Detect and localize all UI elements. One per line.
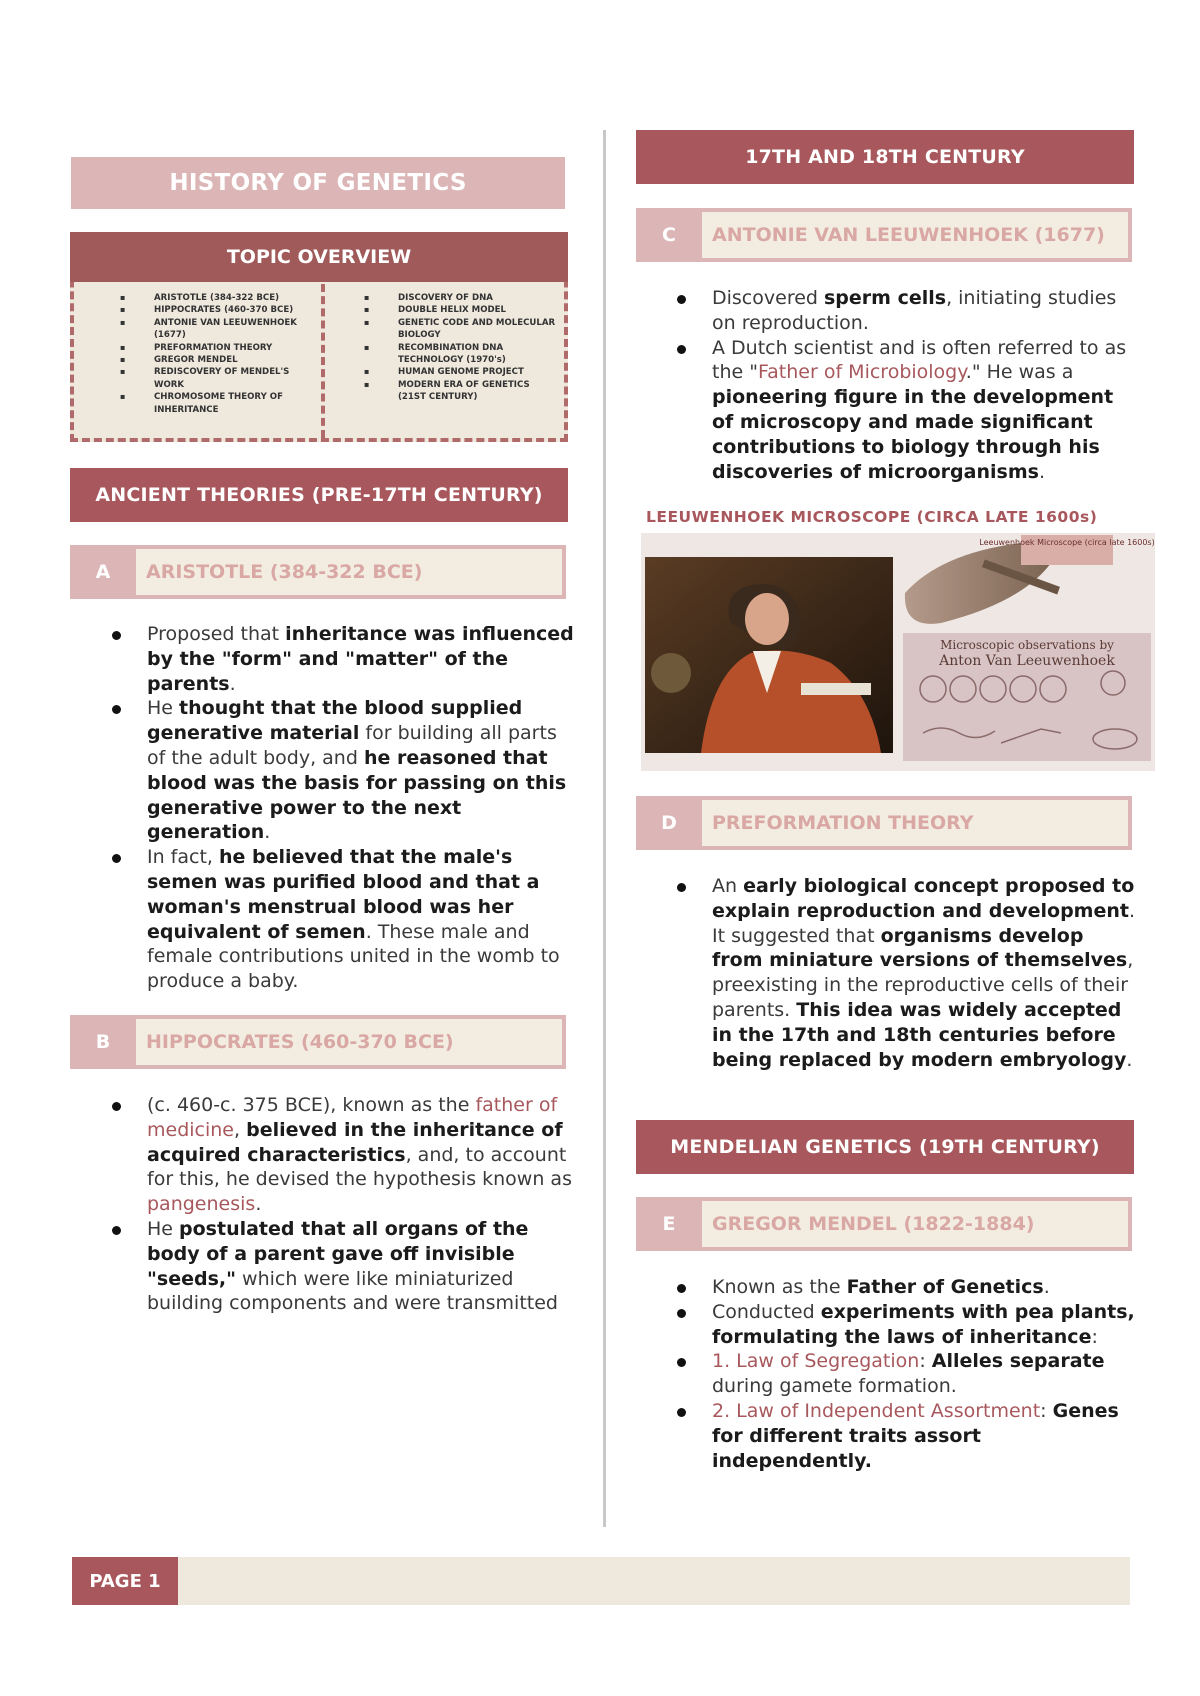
overview-right-column — [362, 284, 558, 438]
preformation-subheading — [636, 796, 1132, 850]
list-item: Discovered sperm cells, initiating studies on reproduction. — [670, 286, 1140, 336]
overview-item: ▪ GENETIC CODE AND MOLECULAR BIOLOGY — [362, 317, 558, 342]
image-caption: LEEUWENHOEK MICROSCOPE (CIRCA LATE 1600s) — [646, 508, 1098, 526]
leeuwenhoek-subheading — [636, 208, 1132, 262]
list-item: Known as the Father of Genetics. — [670, 1275, 1140, 1300]
aristotle-title: ARISTOTLE (384-322 BCE) — [136, 549, 562, 595]
image-obs-line1: Microscopic observations by — [940, 638, 1114, 652]
overview-item: ▪ PREFORMATION THEORY — [118, 342, 318, 354]
list-item: He thought that the blood supplied generative material for building all parts of the adult body, and he reasoned that blood was the basis for passing on this generative power to the next generation. — [105, 696, 575, 845]
overview-item: ▪ HIPPOCRATES (460-370 BCE) — [118, 304, 318, 316]
list-item: Conducted experiments with pea plants, formulating the laws of inheritance: — [670, 1300, 1140, 1350]
page-title: HISTORY OF GENETICS — [71, 157, 565, 209]
overview-item: ▪ ARISTOTLE (384-322 BCE) — [118, 292, 318, 304]
list-item: A Dutch scientist and is often referred to as the "Father of Microbiology." He was a pioneering figure in the development of microscopy and made significant contributions to biology through his discoveries of microorganisms. — [670, 336, 1140, 485]
list-item: 2. Law of Independent Assortment: Genes for different traits assort independently. — [670, 1399, 1140, 1473]
page-number: PAGE 1 — [72, 1557, 178, 1605]
overview-item: ▪ REDISCOVERY OF MENDEL'S WORK — [118, 366, 318, 391]
overview-item: ▪ RECOMBINATION DNA TECHNOLOGY (1970's) — [362, 342, 558, 367]
list-item: (c. 460-c. 375 BCE), known as the father of medicine, believed in the inheritance of acquired characteristics, and, to account for this, he devised the hypothesis known as pangenesis. — [105, 1093, 575, 1217]
ancient-theories-heading: ANCIENT THEORIES (PRE-17TH CENTURY) — [70, 468, 568, 522]
topic-overview-box — [70, 232, 568, 442]
leeuwenhoek-title: ANTONIE VAN LEEUWENHOEK (1677) — [702, 212, 1128, 258]
overview-item: ▪ ANTONIE VAN LEEUWENHOEK (1677) — [118, 317, 318, 342]
section-letter: E — [662, 1213, 676, 1235]
image-obs-line2: Anton Van Leeuwenhoek — [939, 653, 1115, 669]
overview-item: ▪ DOUBLE HELIX MODEL — [362, 304, 558, 316]
image-tag-text: Leeuwenhoek Microscope (circa late 1600s) — [979, 538, 1155, 547]
century-17-18-heading: 17TH AND 18TH CENTURY — [636, 130, 1134, 184]
mendel-title: GREGOR MENDEL (1822-1884) — [702, 1201, 1128, 1247]
column-divider — [603, 130, 606, 1527]
overview-item: ▪ MODERN ERA OF GENETICS (21ST CENTURY) — [362, 379, 558, 404]
leeuwenhoek-list — [670, 286, 1140, 484]
overview-item: ▪ HUMAN GENOME PROJECT — [362, 366, 558, 378]
list-item: He postulated that all organs of the body of a parent gave off invisible "seeds," which were like miniaturized building components and were transmitted — [105, 1217, 575, 1316]
overview-item: ▪ CHROMOSOME THEORY OF INHERITANCE — [118, 391, 318, 416]
overview-item: ▪ GREGOR MENDEL — [118, 354, 318, 366]
overview-divider — [321, 284, 325, 438]
list-item: Proposed that inheritance was influenced by the "form" and "matter" of the parents. — [105, 622, 575, 696]
section-letter: D — [661, 812, 677, 834]
overview-item: ▪ DISCOVERY OF DNA — [362, 292, 558, 304]
aristotle-subheading — [70, 545, 566, 599]
hippocrates-subheading — [70, 1015, 566, 1069]
mendel-list — [670, 1275, 1140, 1473]
leeuwenhoek-image — [641, 533, 1155, 771]
list-item: An early biological concept proposed to explain reproduction and development. It suggested that organisms develop from miniature versions of themselves, preexisting in the reproductive cells of their parents. This idea was widely accepted in the 17th and 18th centuries before being replaced by modern embryology. — [670, 874, 1140, 1072]
mendel-subheading — [636, 1197, 1132, 1251]
preformation-list — [670, 874, 1140, 1072]
section-letter: A — [95, 561, 111, 583]
footer-bar — [72, 1557, 1130, 1605]
overview-left-column — [118, 284, 318, 438]
topic-overview-heading: TOPIC OVERVIEW — [70, 232, 568, 282]
list-item: In fact, he believed that the male's semen was purified blood and that a woman's menstrual blood was her equivalent of semen. These male and female contributions united in the womb to produce a baby. — [105, 845, 575, 994]
list-item: 1. Law of Segregation: Alleles separate during gamete formation. — [670, 1349, 1140, 1399]
section-letter: B — [95, 1031, 111, 1053]
hippocrates-title: HIPPOCRATES (460-370 BCE) — [136, 1019, 562, 1065]
hippocrates-list — [105, 1093, 575, 1316]
leeuwenhoek-collage-illustration — [641, 533, 1155, 771]
aristotle-list — [105, 622, 575, 994]
mendelian-genetics-heading: MENDELIAN GENETICS (19TH CENTURY) — [636, 1120, 1134, 1174]
section-letter: C — [662, 224, 676, 246]
preformation-title: PREFORMATION THEORY — [702, 800, 1128, 846]
